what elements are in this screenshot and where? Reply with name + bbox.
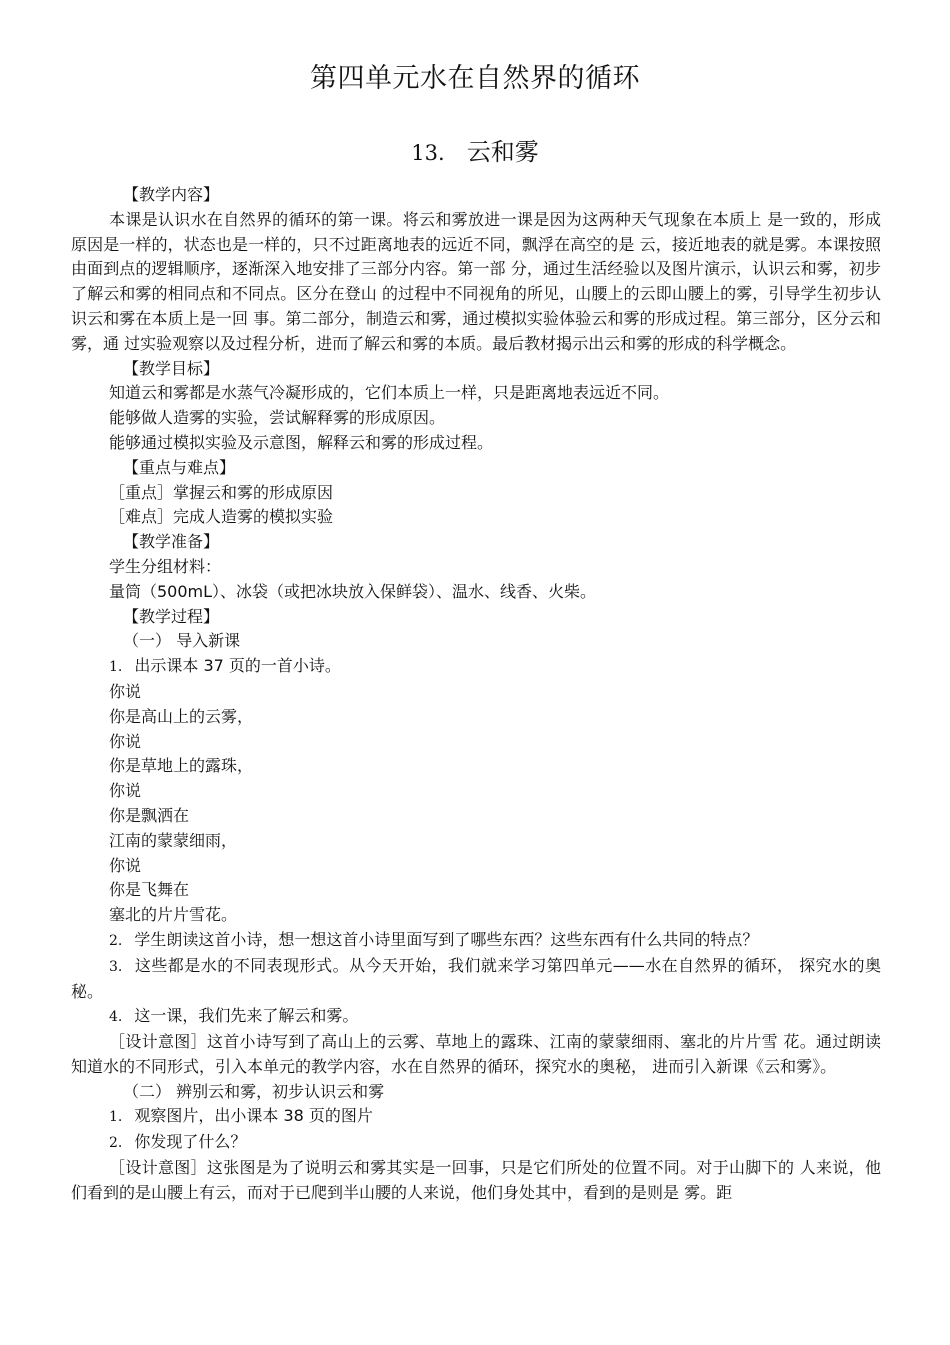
section-heading-key-points: 【重点与难点】 (123, 457, 236, 477)
lesson-number: 13. (411, 141, 445, 165)
part-title: （二） 辨别云和雾，初步认识云和雾 (123, 1081, 385, 1101)
poem-line: 你是飘洒在 (109, 805, 190, 825)
step-text: 你发现了什么？ (134, 1132, 247, 1152)
step-text: 学生朗读这首小诗，想一想这首小诗里面写到了哪些东西？这些东西有什么共同的特点？ (134, 929, 759, 949)
section-heading-goals: 【教学目标】 (123, 358, 220, 378)
step-item (71, 1130, 881, 1156)
step-number: 1. (109, 1109, 123, 1126)
poem-line: 你说 (109, 855, 142, 875)
step-number: 2. (109, 932, 123, 949)
step-item (71, 954, 881, 1005)
goal-item: 能够做人造雾的实验，尝试解释雾的形成原因。 (109, 408, 446, 428)
unit-title: 第四单元水在自然界的循环 (310, 63, 640, 94)
goal-item: 能够通过模拟实验及示意图，解释云和雾的形成过程。 (109, 432, 494, 452)
step-text: 出示课本 37 页的一首小诗。 (134, 656, 341, 676)
poem-line: 你是飞舞在 (109, 880, 190, 900)
section-heading-process: 【教学过程】 (123, 606, 220, 626)
step-number: 3. (109, 958, 123, 975)
goal-item: 知道云和雾都是水蒸气冷凝形成的，它们本质上一样，只是距离地表远近不同。 (109, 383, 670, 403)
step-number: 4. (109, 1009, 123, 1026)
step-item (71, 928, 881, 954)
step-number: 2. (109, 1135, 123, 1152)
lesson-name: 云和雾 (466, 138, 539, 166)
section-heading-preparation: 【教学准备】 (123, 532, 220, 552)
lesson-body (71, 183, 881, 1206)
step-text: 观察图片，出小课本 38 页的图片 (134, 1106, 373, 1126)
poem-line: 你是草地上的露珠， (109, 756, 254, 776)
poem-line: 你说 (109, 681, 142, 701)
key-point-item: ［难点］完成人造雾的模拟实验 (109, 507, 334, 527)
poem-line: 你是高山上的云雾， (109, 706, 254, 726)
poem-line: 塞北的片片雪花。 (109, 905, 238, 925)
step-item (71, 654, 881, 680)
poem-line: 你说 (109, 781, 142, 801)
content-paragraph: 本课是认识水在自然界的循环的第一课。将云和雾放进一课是因为这两种天气现象在本质上 是一致的，形成原因是一样的，状态也是一样的，只不过距离地表的远近不同，飘浮在高空的是 云，接近地表的就是雾。本课按照由面到点的逻辑顺序，逐渐深入地安排了三部分内容。第一部 分，通过生活经验以及图片演示，认识云和雾，初步了解云和雾的相同点和不同点。区分在登山 的过程中不同视角的所见，山腰上的云即山腰上的雾，引导学生初步认识云和雾在本质上是一回 事。第二部分，制造云和雾，通过模拟实验体验云和雾的形成过程。第三部分，区分云和雾，通 过实验观察以及过程分析，进而了解云和雾的本质。最后教材揭示出云和雾的形成的科学概念。 (71, 209, 881, 353)
key-point-item: ［重点］掌握云和雾的形成原因 (109, 482, 334, 502)
step-number: 1. (109, 659, 123, 676)
step-text: 这些都是水的不同表现形式。从今天开始，我们就来学习第四单元——水在自然界的循环， 探究水的奥秘。 (71, 955, 881, 1001)
part-title: （一） 导入新课 (123, 631, 241, 651)
preparation-item: 量筒（500mL）、冰袋（或把冰块放入保鲜袋）、温水、线香、火柴。 (109, 581, 597, 601)
poem-line: 你说 (109, 731, 142, 751)
section-heading-content: 【教学内容】 (123, 185, 220, 204)
design-intent-paragraph: ［设计意图］这张图是为了说明云和雾其实是一回事，只是它们所处的位置不同。对于山脚下的 人来说，他们看到的是山腰上有云，而对于已爬到半山腰的人来说，他们身处其中，看到的是则是 雾。距 (71, 1158, 881, 1202)
step-text: 这一课，我们先来了解云和雾。 (134, 1006, 359, 1026)
preparation-item: 学生分组材料： (109, 556, 222, 576)
poem-line: 江南的蒙蒙细雨， (109, 830, 238, 850)
step-item (71, 1004, 881, 1030)
lesson-title (0, 132, 950, 167)
design-intent-paragraph: ［设计意图］这首小诗写到了高山上的云雾、草地上的露珠、江南的蒙蒙细雨、塞北的片片雪 花。通过朗读知道水的不同形式，引入本单元的教学内容，水在自然界的循环，探究水的奥秘， 进而引入新课《云和雾》。 (71, 1032, 881, 1076)
step-item (71, 1104, 881, 1130)
